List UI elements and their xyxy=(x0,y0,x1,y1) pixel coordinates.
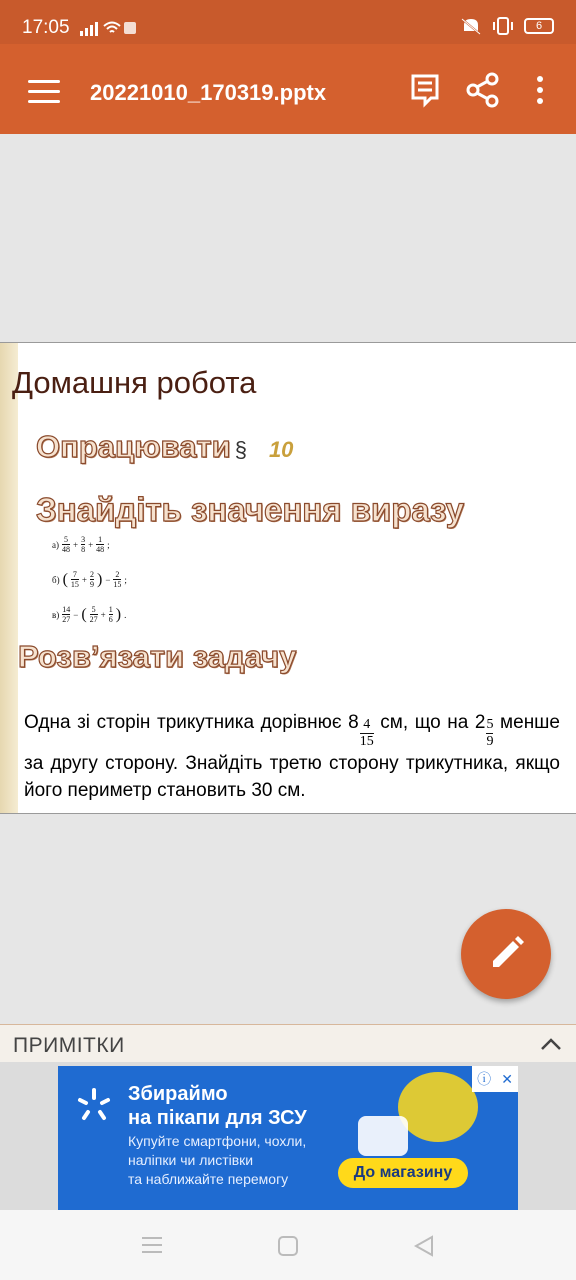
document-title: 20221010_170319.pptx xyxy=(90,80,327,105)
notes-label: ПРИМІТКИ xyxy=(13,1034,125,1057)
home-icon[interactable] xyxy=(277,1235,299,1257)
system-nav-bar xyxy=(0,1210,576,1280)
battery-icon: 6 xyxy=(524,18,554,34)
notes-panel[interactable] xyxy=(0,1024,576,1062)
slide-heading: Домашня робота xyxy=(12,365,257,400)
recents-icon[interactable] xyxy=(140,1235,164,1255)
ad-subtext: Купуйте смартфони, чохли, наліпки чи листівки та наближайте перемогу xyxy=(128,1133,307,1187)
slide[interactable] xyxy=(0,342,576,814)
status-bar xyxy=(0,0,576,44)
expression-list xyxy=(52,535,127,640)
notes-view-icon[interactable] xyxy=(405,70,445,110)
share-icon[interactable] xyxy=(463,70,503,110)
vibrate-icon xyxy=(492,17,514,35)
menu-button[interactable] xyxy=(28,80,60,104)
ad-cta-button[interactable]: До магазину xyxy=(338,1158,468,1188)
mute-icon xyxy=(460,17,482,35)
ad-logo-icon xyxy=(74,1086,114,1126)
expression-b: б) ( 7 15 + 2 9 ) − 2 15 ; xyxy=(52,570,127,589)
expression-c: в) 14 27 − ( 5 27 + 1 6 ) . xyxy=(52,605,127,624)
signal-wifi-icon xyxy=(80,20,136,36)
ad-info-icon[interactable]: ⓘ xyxy=(477,1071,492,1087)
slide-decoration xyxy=(0,343,18,813)
ad-container xyxy=(0,1062,576,1210)
ad-headline: Збираймо на пікапи для ЗСУ xyxy=(128,1083,307,1129)
more-options-icon[interactable] xyxy=(520,70,560,110)
ad-close-icon[interactable]: ✕ xyxy=(501,1070,513,1087)
chevron-up-icon[interactable] xyxy=(540,1035,562,1053)
back-icon[interactable] xyxy=(413,1235,435,1257)
task-study: Опрацювати § 10 xyxy=(36,429,294,464)
edit-button[interactable] xyxy=(461,909,551,999)
slide-canvas[interactable] xyxy=(0,134,576,1024)
task-evaluate: Знайдіть значення виразу xyxy=(36,491,465,528)
expression-a: а) 5 48 + 3 8 + 1 48 ; xyxy=(52,535,110,554)
status-time: 17:05 xyxy=(22,17,70,38)
ad-close-area[interactable] xyxy=(472,1066,518,1092)
problem-text: Одна зі сторін трикутника дорівнює 8 4 15 см, що на 2 5 9 менше за другу сторону. Знайдіть третю сторону трикутника, якщо його периметр становить 30 см. xyxy=(24,712,560,801)
section-sign: § xyxy=(234,437,247,462)
ad-illustration xyxy=(398,1072,478,1142)
pencil-icon xyxy=(461,909,551,999)
ad-banner[interactable] xyxy=(58,1066,518,1210)
task-solve: Розв’язати задачу xyxy=(18,639,297,674)
app-bar xyxy=(0,44,576,134)
ad-illustration-phone xyxy=(358,1116,408,1156)
section-number: 10 xyxy=(268,437,294,462)
